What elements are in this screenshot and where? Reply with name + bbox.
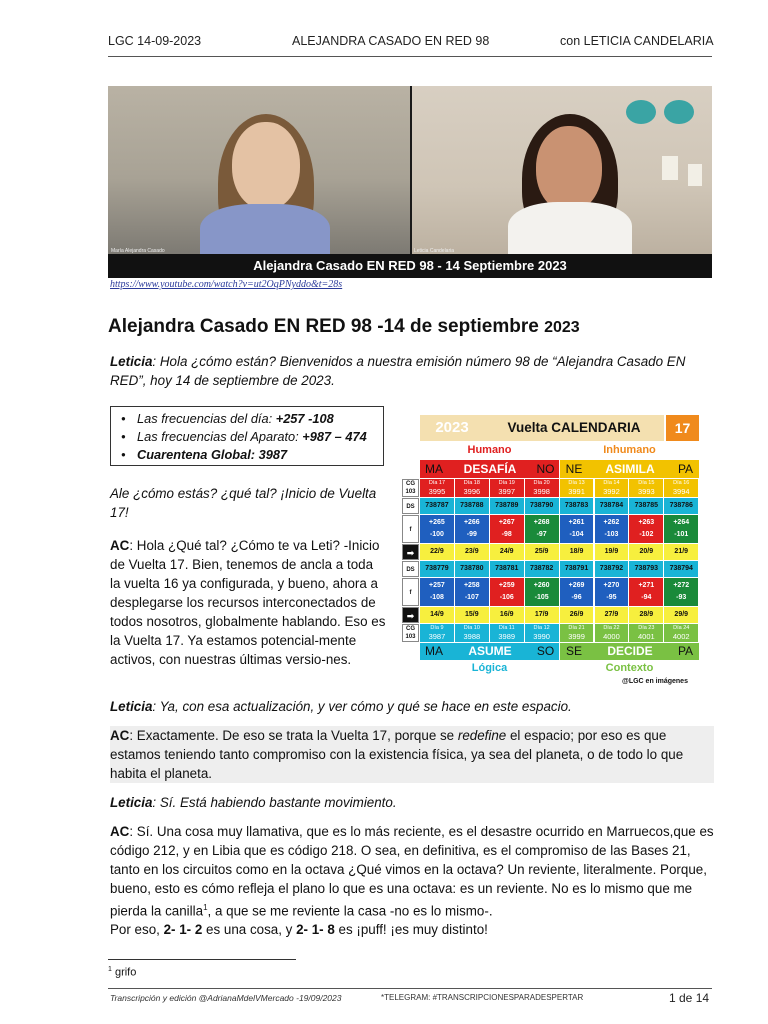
calendar-credit: @LGC en imágenes [622, 678, 688, 685]
footnote-divider [108, 959, 296, 960]
video-left-panel [108, 86, 410, 254]
freq-cell-bottom: +272 -93 [664, 578, 698, 606]
date-cell-top: 20/9 [629, 544, 663, 560]
seal-top-right-a: NE [560, 460, 588, 478]
footer-telegram: *TELEGRAM: #TRANSCRIPCIONESPARADESPERTAR [381, 993, 584, 1002]
date-cell-top: 18/9 [560, 544, 594, 560]
day-cell-top: Día 15 3993 [629, 479, 663, 497]
freq-cell-bottom: +260 -105 [525, 578, 559, 606]
seal-bottom-right-a: SE [560, 643, 588, 660]
ds-cell-top: 738785 [629, 498, 663, 514]
video-right-panel [412, 86, 712, 254]
calendar-side-label: f [402, 515, 419, 543]
day-cell-bottom: Día 12 3990 [525, 624, 559, 642]
bullet-item: ● Cuarentena Global: 3987 [121, 446, 383, 464]
calendar-number: 17 [666, 415, 699, 441]
seal-bottom-left-b: ASUME [448, 643, 532, 660]
freq-cell-top: +265 -100 [420, 515, 454, 543]
youtube-link[interactable]: https://www.youtube.com/watch?v=ut2OqPNyddo&t=28s [110, 279, 343, 290]
calendar-side-label: CG 103 [402, 624, 419, 642]
ds-cell-top: 738788 [455, 498, 489, 514]
footnote: $^1$ grifo [108, 966, 137, 979]
day-cell-bottom: Día 22 4000 [595, 624, 629, 642]
freq-cell-bottom: +269 -96 [560, 578, 594, 606]
ds-cell-top: 738784 [595, 498, 629, 514]
day-cell-top: Día 17 3995 [420, 479, 454, 497]
day-cell-top: Día 20 3998 [525, 479, 559, 497]
footer-divider [108, 988, 712, 989]
video-caption: Alejandra Casado EN RED 98 - 14 Septiembre 2023 [108, 254, 712, 278]
page-number: 1 de 14 [669, 991, 710, 1005]
freq-cell-bottom: +271 -94 [629, 578, 663, 606]
day-cell-bottom: Día 21 3999 [560, 624, 594, 642]
ds-cell-top: 738789 [490, 498, 524, 514]
freq-cell-top: +262 -103 [595, 515, 629, 543]
video-name-left: María Alejandra Casado [111, 248, 165, 254]
date-cell-bottom: 16/9 [490, 607, 524, 623]
seal-top-left-b: DESAFÍA [448, 460, 532, 478]
seal-bottom-right-c: PA [672, 643, 699, 660]
header-divider [108, 56, 712, 57]
paragraph-leticia-3: Leticia: Ya, con esa actualización, y ver cómo y qué se hace en este espacio. [110, 699, 572, 714]
day-cell-top: Día 16 3994 [664, 479, 698, 497]
calendar-group-logica: Lógica [420, 660, 559, 676]
seal-bottom-left-c: SO [532, 643, 559, 660]
paragraph-leticia-1: Leticia: Hola ¿cómo están? Bienvenidos a nuestra emisión número 98 de “Alejandra Casado EN RED”, hoy 14 de septiembre de 2023. [110, 354, 686, 388]
calendar-side-label: CG 103 [402, 479, 419, 497]
date-cell-bottom: 15/9 [455, 607, 489, 623]
day-cell-bottom: Día 9 3987 [420, 624, 454, 642]
freq-cell-bottom: +259 -106 [490, 578, 524, 606]
seal-bottom-left-a: MA [420, 643, 448, 660]
bullet-item: ● Las frecuencias del día: +257 -108 [121, 410, 383, 428]
date-cell-top: 21/9 [664, 544, 698, 560]
freq-cell-bottom: +257 -108 [420, 578, 454, 606]
vuelta-calendaria-chart [402, 413, 699, 688]
calendar-title: Vuelta CALENDARIA [484, 415, 664, 441]
freq-cell-top: +261 -104 [560, 515, 594, 543]
paragraph-ac-1: AC: Hola ¿Qué tal? ¿Cómo te va Leti? -Inicio de Vuelta 17. Bien, tenemos de ancla a toda la vuelta 16 ya configurada, y bueno, ahora a desplegarse los recursos interconectados de todos nosotros, globalmente hablando. Eso es la Vuelta 17. Ya estamos potencial-mente activos, con nuestras últimas versio-nes. [110, 538, 386, 667]
date-cell-top: 24/9 [490, 544, 524, 560]
day-cell-top: Día 19 3997 [490, 479, 524, 497]
calendar-group-contexto: Contexto [560, 660, 699, 676]
date-cell-bottom: 14/9 [420, 607, 454, 623]
ds-cell-bottom: 738791 [560, 561, 594, 577]
date-cell-top: 22/9 [420, 544, 454, 560]
paragraph-leticia-2: Ale ¿cómo estás? ¿qué tal? ¡Inicio de Vuelta 17! [110, 486, 377, 520]
date-cell-top: 19/9 [595, 544, 629, 560]
date-cell-bottom: 17/9 [525, 607, 559, 623]
paragraph-ac-3: AC: Sí. Una cosa muy llamativa, que es lo más reciente, es el desastre ocurrido en Marruecos,que es código 212, y en Libia que es código 218. O sea, en definitiva, es el compromiso de las Bases 21, tanto en los circuitos como en la octava ¿Qué vimos en la octava? Un reviente, literalmente. Porque, bueno, esto es cómo refleja el plano lo que es una octava: es un reviente. No es lo mismo que me pierda la canilla$^1$, a que se me reviente la casa -no es lo mismo-. Por eso, 2- 1- 2 es una cosa, y 2- 1- 8 es ¡puff! ¡es muy distinto! [110, 824, 714, 938]
header-left: LGC 14-09-2023 [108, 34, 202, 48]
date-cell-top: 23/9 [455, 544, 489, 560]
frequencies-box [110, 406, 384, 466]
ds-cell-bottom: 738779 [420, 561, 454, 577]
calendar-side-label: ➡ [402, 607, 419, 623]
ds-cell-bottom: 738792 [595, 561, 629, 577]
seal-top-right-b: ASIMILA [588, 460, 672, 478]
ds-cell-top: 738790 [525, 498, 559, 514]
seal-bottom-right-b: DECIDE [588, 643, 672, 660]
ds-cell-top: 738783 [560, 498, 594, 514]
ds-cell-bottom: 738781 [490, 561, 524, 577]
date-cell-bottom: 29/9 [664, 607, 698, 623]
day-cell-top: Día 18 3996 [455, 479, 489, 497]
freq-cell-top: +263 -102 [629, 515, 663, 543]
freq-cell-top: +267 -98 [490, 515, 524, 543]
paragraph-leticia-4: Leticia: Sí. Está habiendo bastante movimiento. [110, 795, 397, 810]
freq-cell-top: +268 -97 [525, 515, 559, 543]
date-cell-bottom: 27/9 [595, 607, 629, 623]
ds-cell-bottom: 738794 [664, 561, 698, 577]
day-cell-bottom: Día 24 4002 [664, 624, 698, 642]
date-cell-top: 25/9 [525, 544, 559, 560]
freq-cell-bottom: +270 -95 [595, 578, 629, 606]
bullet-item: ● Las frecuencias del Aparato: +987 – 474 [121, 428, 383, 446]
day-cell-bottom: Día 23 4001 [629, 624, 663, 642]
ds-cell-top: 738786 [664, 498, 698, 514]
calendar-side-label: DS [402, 498, 419, 514]
day-cell-top: Día 13 3991 [560, 479, 594, 497]
ds-cell-top: 738787 [420, 498, 454, 514]
header-right: con LETICIA CANDELARIA [560, 34, 714, 48]
video-name-right: Leticia Candelaria [414, 248, 455, 254]
seal-top-left-c: NO [532, 460, 559, 478]
calendar-side-label: f [402, 578, 419, 606]
calendar-year: 2023 [420, 415, 484, 441]
video-thumbnail[interactable] [108, 86, 712, 278]
page-title: Alejandra Casado EN RED 98 -14 de septiembre 2023 [108, 316, 580, 337]
calendar-group-inhumano: Inhumano [560, 442, 699, 459]
seal-top-right-c: PA [672, 460, 699, 478]
day-cell-bottom: Día 11 3989 [490, 624, 524, 642]
freq-cell-top: +264 -101 [664, 515, 698, 543]
date-cell-bottom: 28/9 [629, 607, 663, 623]
footer-credit: Transcripción y edición @AdrianaMdelVMercado -19/09/2023 [110, 993, 342, 1003]
header-center: ALEJANDRA CASADO EN RED 98 [292, 34, 490, 48]
day-cell-bottom: Día 10 3988 [455, 624, 489, 642]
day-cell-top: Día 14 3992 [595, 479, 629, 497]
paragraph-ac-2: AC: Exactamente. De eso se trata la Vuelta 17, porque se redefine el espacio; por eso es que estamos teniendo tanto compromiso con la existencia física, ya sea del planeta, o de todo lo que habita el planeta. [110, 726, 714, 783]
calendar-group-humano: Humano [420, 442, 559, 459]
calendar-side-label: ➡ [402, 544, 419, 560]
ds-cell-bottom: 738793 [629, 561, 663, 577]
seal-top-left-a: MA [420, 460, 448, 478]
freq-cell-top: +266 -99 [455, 515, 489, 543]
date-cell-bottom: 26/9 [560, 607, 594, 623]
freq-cell-bottom: +258 -107 [455, 578, 489, 606]
calendar-side-label: DS [402, 561, 419, 577]
ds-cell-bottom: 738782 [525, 561, 559, 577]
ds-cell-bottom: 738780 [455, 561, 489, 577]
